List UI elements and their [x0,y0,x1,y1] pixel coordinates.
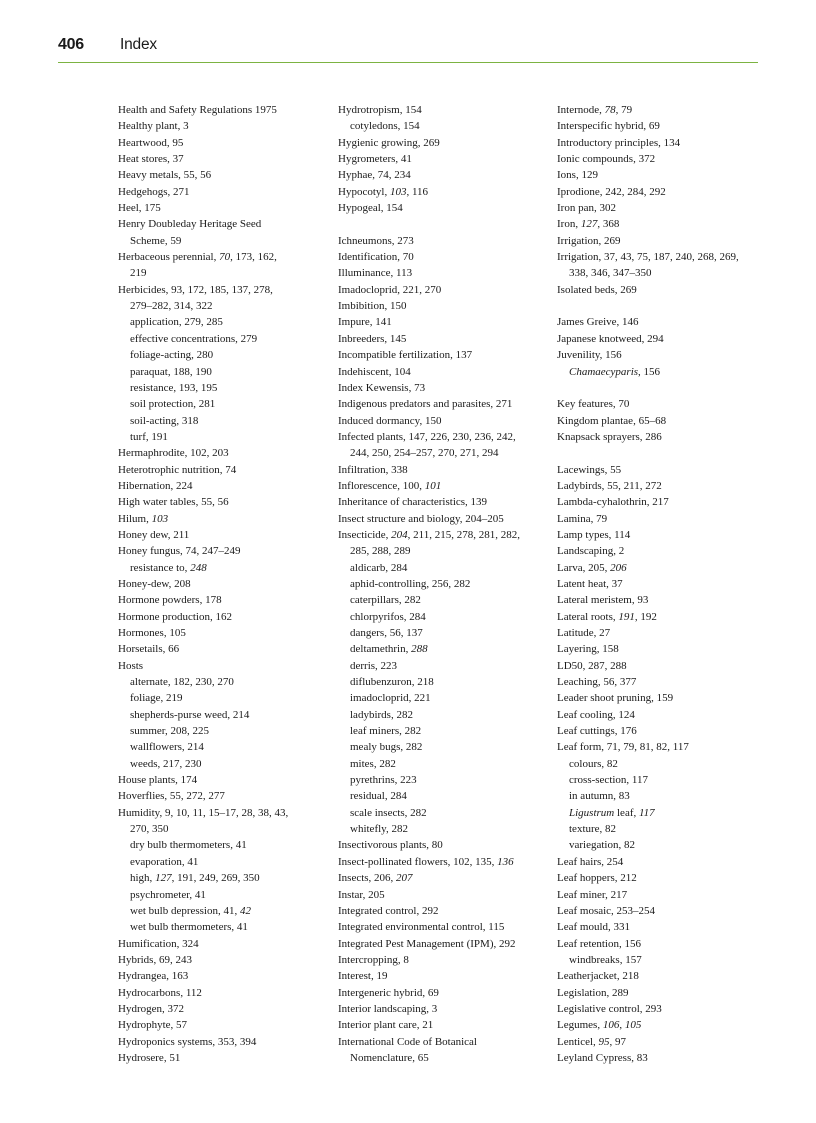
index-entry: Hyphae, 74, 234 [338,169,411,182]
index-subentry: aldicarb, 284 [350,561,408,574]
index-entry: Hormone powders, 178 [118,594,222,607]
index-entry: Key features, 70 [557,398,630,411]
index-entry: Infected plants, 147, 226, 230, 236, 242, 244, 250, 254–257, 270, 271, 294 [338,430,516,460]
page-header [58,36,758,63]
index-entry: LD50, 287, 288 [557,659,627,672]
index-entry: Induced dormancy, 150 [338,414,442,427]
index-entry: Hydrogen, 372 [118,1002,184,1015]
index-subentry: wet bulb depression, 41, 42 [130,904,251,917]
index-entry: Lamina, 79 [557,512,608,525]
index-entry: Hydroponics systems, 353, 394 [118,1035,257,1048]
index-entry: Ichneumons, 273 [338,234,414,247]
index-entry: Juvenility, 156 [557,349,622,362]
index-entry: Inbreeders, 145 [338,332,407,345]
index-entry: Horsetails, 66 [118,643,180,656]
index-entry: Iron, 127, 368 [557,218,620,231]
index-subentry: soil protection, 281 [130,398,216,411]
index-entry: Intercropping, 8 [338,953,409,966]
index-subentry: pyrethrins, 223 [350,774,417,787]
index-entry: Impure, 141 [338,316,392,329]
index-entry: Leaf miner, 217 [557,888,628,901]
index-entry: Ladybirds, 55, 211, 272 [557,479,662,492]
index-entry: Insect structure and biology, 204–205 [338,512,504,525]
index-entry: Indehiscent, 104 [338,365,411,378]
index-entry: Hydrocarbons, 112 [118,986,202,999]
index-entry: Legumes, 106, 105 [557,1019,642,1032]
index-subentry: dry bulb thermometers, 41 [130,839,247,852]
index-entry: Iprodione, 242, 284, 292 [557,185,666,198]
index-subentry: whitefly, 282 [350,823,408,836]
index-entry: Health and Safety Regulations 1975 [118,104,277,116]
index-entry: Leyland Cypress, 83 [557,1051,648,1064]
index-entry: Insecticide, 204, 211, 215, 278, 281, 282, 285, 288, 289 [338,528,520,558]
index-subentry: soil-acting, 318 [130,414,199,427]
index-subentry: in autumn, 83 [569,790,630,803]
index-subentry: turf, 191 [130,430,168,443]
index-entry: Kingdom plantae, 65–68 [557,414,667,427]
index-entry: Hormone production, 162 [118,610,232,623]
index-column-1 [118,102,333,1066]
index-subentry: resistance, 193, 195 [130,381,218,394]
index-entry: Leaf mould, 331 [557,921,631,934]
index-entry: Layering, 158 [557,643,619,656]
index-subentry: foliage, 219 [130,692,183,705]
index-entry: Intergeneric hybrid, 69 [338,986,439,999]
index-entry: Integrated Pest Management (IPM), 292 [338,937,516,950]
index-subentry: resistance to, 248 [130,561,207,574]
index-entry: House plants, 174 [118,774,198,787]
index-entry: Heel, 175 [118,202,161,215]
index-subentry: windbreaks, 157 [569,953,642,966]
letter-group-gap [557,298,772,314]
index-entry: Leaf cooling, 124 [557,708,635,721]
index-subentry: cotyledons, 154 [350,120,420,133]
index-entry: Japanese knotweed, 294 [557,332,664,345]
index-entry: Iron pan, 302 [557,202,616,215]
index-entry: Hoverflies, 55, 272, 277 [118,790,225,803]
index-entry: Larva, 205, 206 [557,561,627,574]
index-entry: Lenticel, 95, 97 [557,1035,627,1048]
index-entry: Hydrosere, 51 [118,1051,181,1064]
index-entry: Hermaphrodite, 102, 203 [118,447,229,460]
index-entry: Irrigation, 269 [557,234,621,247]
index-entry: Hormones, 105 [118,627,186,639]
index-subentry: ladybirds, 282 [350,708,413,721]
letter-group-gap [557,380,772,396]
index-entry: Insectivorous plants, 80 [338,839,443,852]
index-subentry: residual, 284 [350,790,407,803]
index-subentry: chlorpyrifos, 284 [350,610,426,623]
index-subentry: wallflowers, 214 [130,741,204,754]
index-entry: Heat stores, 37 [118,153,184,166]
index-subentry: colours, 82 [569,757,618,770]
running-title: Index [120,36,157,53]
index-entry: Lateral roots, 191, 192 [557,610,657,623]
index-entry: Heterotrophic nutrition, 74 [118,463,237,476]
index-entry: Interior landscaping, 3 [338,1002,438,1015]
index-subentry: deltamethrin, 288 [350,643,428,656]
index-entry: Henry Doubleday Heritage Seed Scheme, 59 [118,218,262,247]
index-subentry: weeds, 217, 230 [130,757,202,770]
index-entry: Leaf mosaic, 253–254 [557,904,656,917]
index-entry: Lambda-cyhalothrin, 217 [557,496,669,509]
index-entry: Hydrophyte, 57 [118,1019,188,1032]
index-subentry: alternate, 182, 230, 270 [130,676,234,689]
index-subentry: Chamaecyparis, 156 [569,365,661,378]
index-entry: Lamp types, 114 [557,528,631,541]
index-column-2 [338,102,553,1066]
index-entry: Leader shoot pruning, 159 [557,692,674,705]
index-entry: Imbibition, 150 [338,300,407,313]
index-subentry: shepherds-purse weed, 214 [130,708,250,721]
index-entry: Legislative control, 293 [557,1002,662,1015]
index-entry: Interest, 19 [338,970,388,983]
index-subentry: diflubenzuron, 218 [350,676,434,689]
index-subentry: Ligustrum leaf, 117 [569,806,655,819]
index-entry: Honey dew, 211 [118,528,190,541]
index-entry: Hibernation, 224 [118,479,193,492]
index-entry: Leaching, 56, 377 [557,676,637,689]
index-entry: Hydrotropism, 154 [338,104,422,116]
index-entry: Latitude, 27 [557,627,611,639]
index-entry: Herbaceous perennial, 70, 173, 162, 219 [118,251,277,280]
index-subentry: mites, 282 [350,757,396,770]
index-entry: Inflorescence, 100, 101 [338,479,442,492]
index-entry: Index Kewensis, 73 [338,381,426,394]
index-entry: Indigenous predators and parasites, 271 [338,398,513,411]
index-entry: Inheritance of characteristics, 139 [338,496,488,509]
index-subentry: scale insects, 282 [350,806,427,819]
index-subentry: leaf miners, 282 [350,725,422,738]
index-entry: Humidity, 9, 10, 11, 15–17, 28, 38, 43, 270, 350 [118,806,289,836]
index-entry: Herbicides, 93, 172, 185, 137, 278, 279–282, 314, 322 [118,283,273,313]
letter-group-gap [557,445,772,461]
letter-group-gap [338,216,553,232]
index-entry: Hilum, 103 [118,512,169,525]
index-entry: Instar, 205 [338,888,385,901]
index-entry: Hypocotyl, 103, 116 [338,185,429,198]
index-subentry: summer, 208, 225 [130,725,209,738]
index-entry: Isolated beds, 269 [557,283,637,296]
index-entry: Leaf form, 71, 79, 81, 82, 117 [557,741,689,754]
index-entry: Incompatible fertilization, 137 [338,349,473,362]
index-entry: James Greive, 146 [557,316,639,329]
index-entry: Irrigation, 37, 43, 75, 187, 240, 268, 269, 338, 346, 347–350 [557,251,739,280]
index-subentry: caterpillars, 282 [350,594,421,607]
index-entry: Infiltration, 338 [338,463,408,476]
index-entry: Ionic compounds, 372 [557,153,656,166]
index-entry: Imadocloprid, 221, 270 [338,283,442,296]
index-subentry: derris, 223 [350,659,398,672]
index-subentry: aphid-controlling, 256, 282 [350,577,471,590]
index-entry: Interior plant care, 21 [338,1019,434,1032]
index-column-3 [557,102,772,1066]
index-entry: Insect-pollinated flowers, 102, 135, 136 [338,855,514,868]
index-entry: Heartwood, 95 [118,136,184,149]
index-entry: Lateral meristem, 93 [557,594,649,607]
index-subentry: variegation, 82 [569,839,635,852]
index-entry: Hedgehogs, 271 [118,185,190,198]
index-entry: Insects, 206, 207 [338,872,413,885]
index-subentry: paraquat, 188, 190 [130,365,212,378]
index-entry: Leaf hairs, 254 [557,855,624,868]
index-entry: High water tables, 55, 56 [118,496,229,509]
index-subentry: effective concentrations, 279 [130,332,258,345]
index-entry: Latent heat, 37 [557,577,623,590]
index-entry: Leaf hoppers, 212 [557,872,637,885]
index-entry: Leaf cuttings, 176 [557,725,637,738]
index-entry: Honey-dew, 208 [118,577,191,590]
index-entry: Integrated environmental control, 115 [338,921,505,934]
index-entry: Legislation, 289 [557,986,629,999]
page-number: 406 [58,36,84,53]
index-entry: Ions, 129 [557,169,598,182]
index-entry: Humification, 324 [118,937,199,950]
index-subentry: imadocloprid, 221 [350,692,431,705]
index-entry: Healthy plant, 3 [118,120,189,133]
index-subentry: evaporation, 41 [130,855,199,868]
index-entry: Hygienic growing, 269 [338,136,440,149]
index-subentry: mealy bugs, 282 [350,741,423,754]
index-entry: Leatherjacket, 218 [557,970,639,983]
index-subentry: application, 279, 285 [130,316,223,329]
index-entry: Integrated control, 292 [338,904,439,917]
index-subentry: cross-section, 117 [569,774,649,787]
index-subentry: wet bulb thermometers, 41 [130,921,248,934]
index-entry: Hosts [118,659,144,672]
index-entry: Illuminance, 113 [338,267,413,280]
index-entry: Heavy metals, 55, 56 [118,169,212,182]
index-subentry: dangers, 56, 137 [350,627,423,639]
index-entry: Leaf retention, 156 [557,937,641,950]
index-subentry: texture, 82 [569,823,617,836]
index-entry: Hydrangea, 163 [118,970,189,983]
index-entry: Interspecific hybrid, 69 [557,120,660,133]
index-entry: Introductory principles, 134 [557,136,681,149]
index-entry: International Code of Botanical Nomenclature, 65 [338,1035,477,1064]
index-entry: Identification, 70 [338,251,414,264]
index-entry: Landscaping, 2 [557,545,625,558]
index-entry: Knapsack sprayers, 286 [557,430,662,443]
index-entry: Hybrids, 69, 243 [118,953,192,966]
index-subentry: high, 127, 191, 249, 269, 350 [130,872,260,885]
index-subentry: psychrometer, 41 [130,888,206,901]
index-subentry: foliage-acting, 280 [130,349,214,362]
index-entry: Hypogeal, 154 [338,202,403,215]
index-entry: Lacewings, 55 [557,463,622,476]
index-entry: Honey fungus, 74, 247–249 [118,545,241,558]
index-entry: Internode, 78, 79 [557,104,633,116]
index-entry: Hygrometers, 41 [338,153,412,166]
